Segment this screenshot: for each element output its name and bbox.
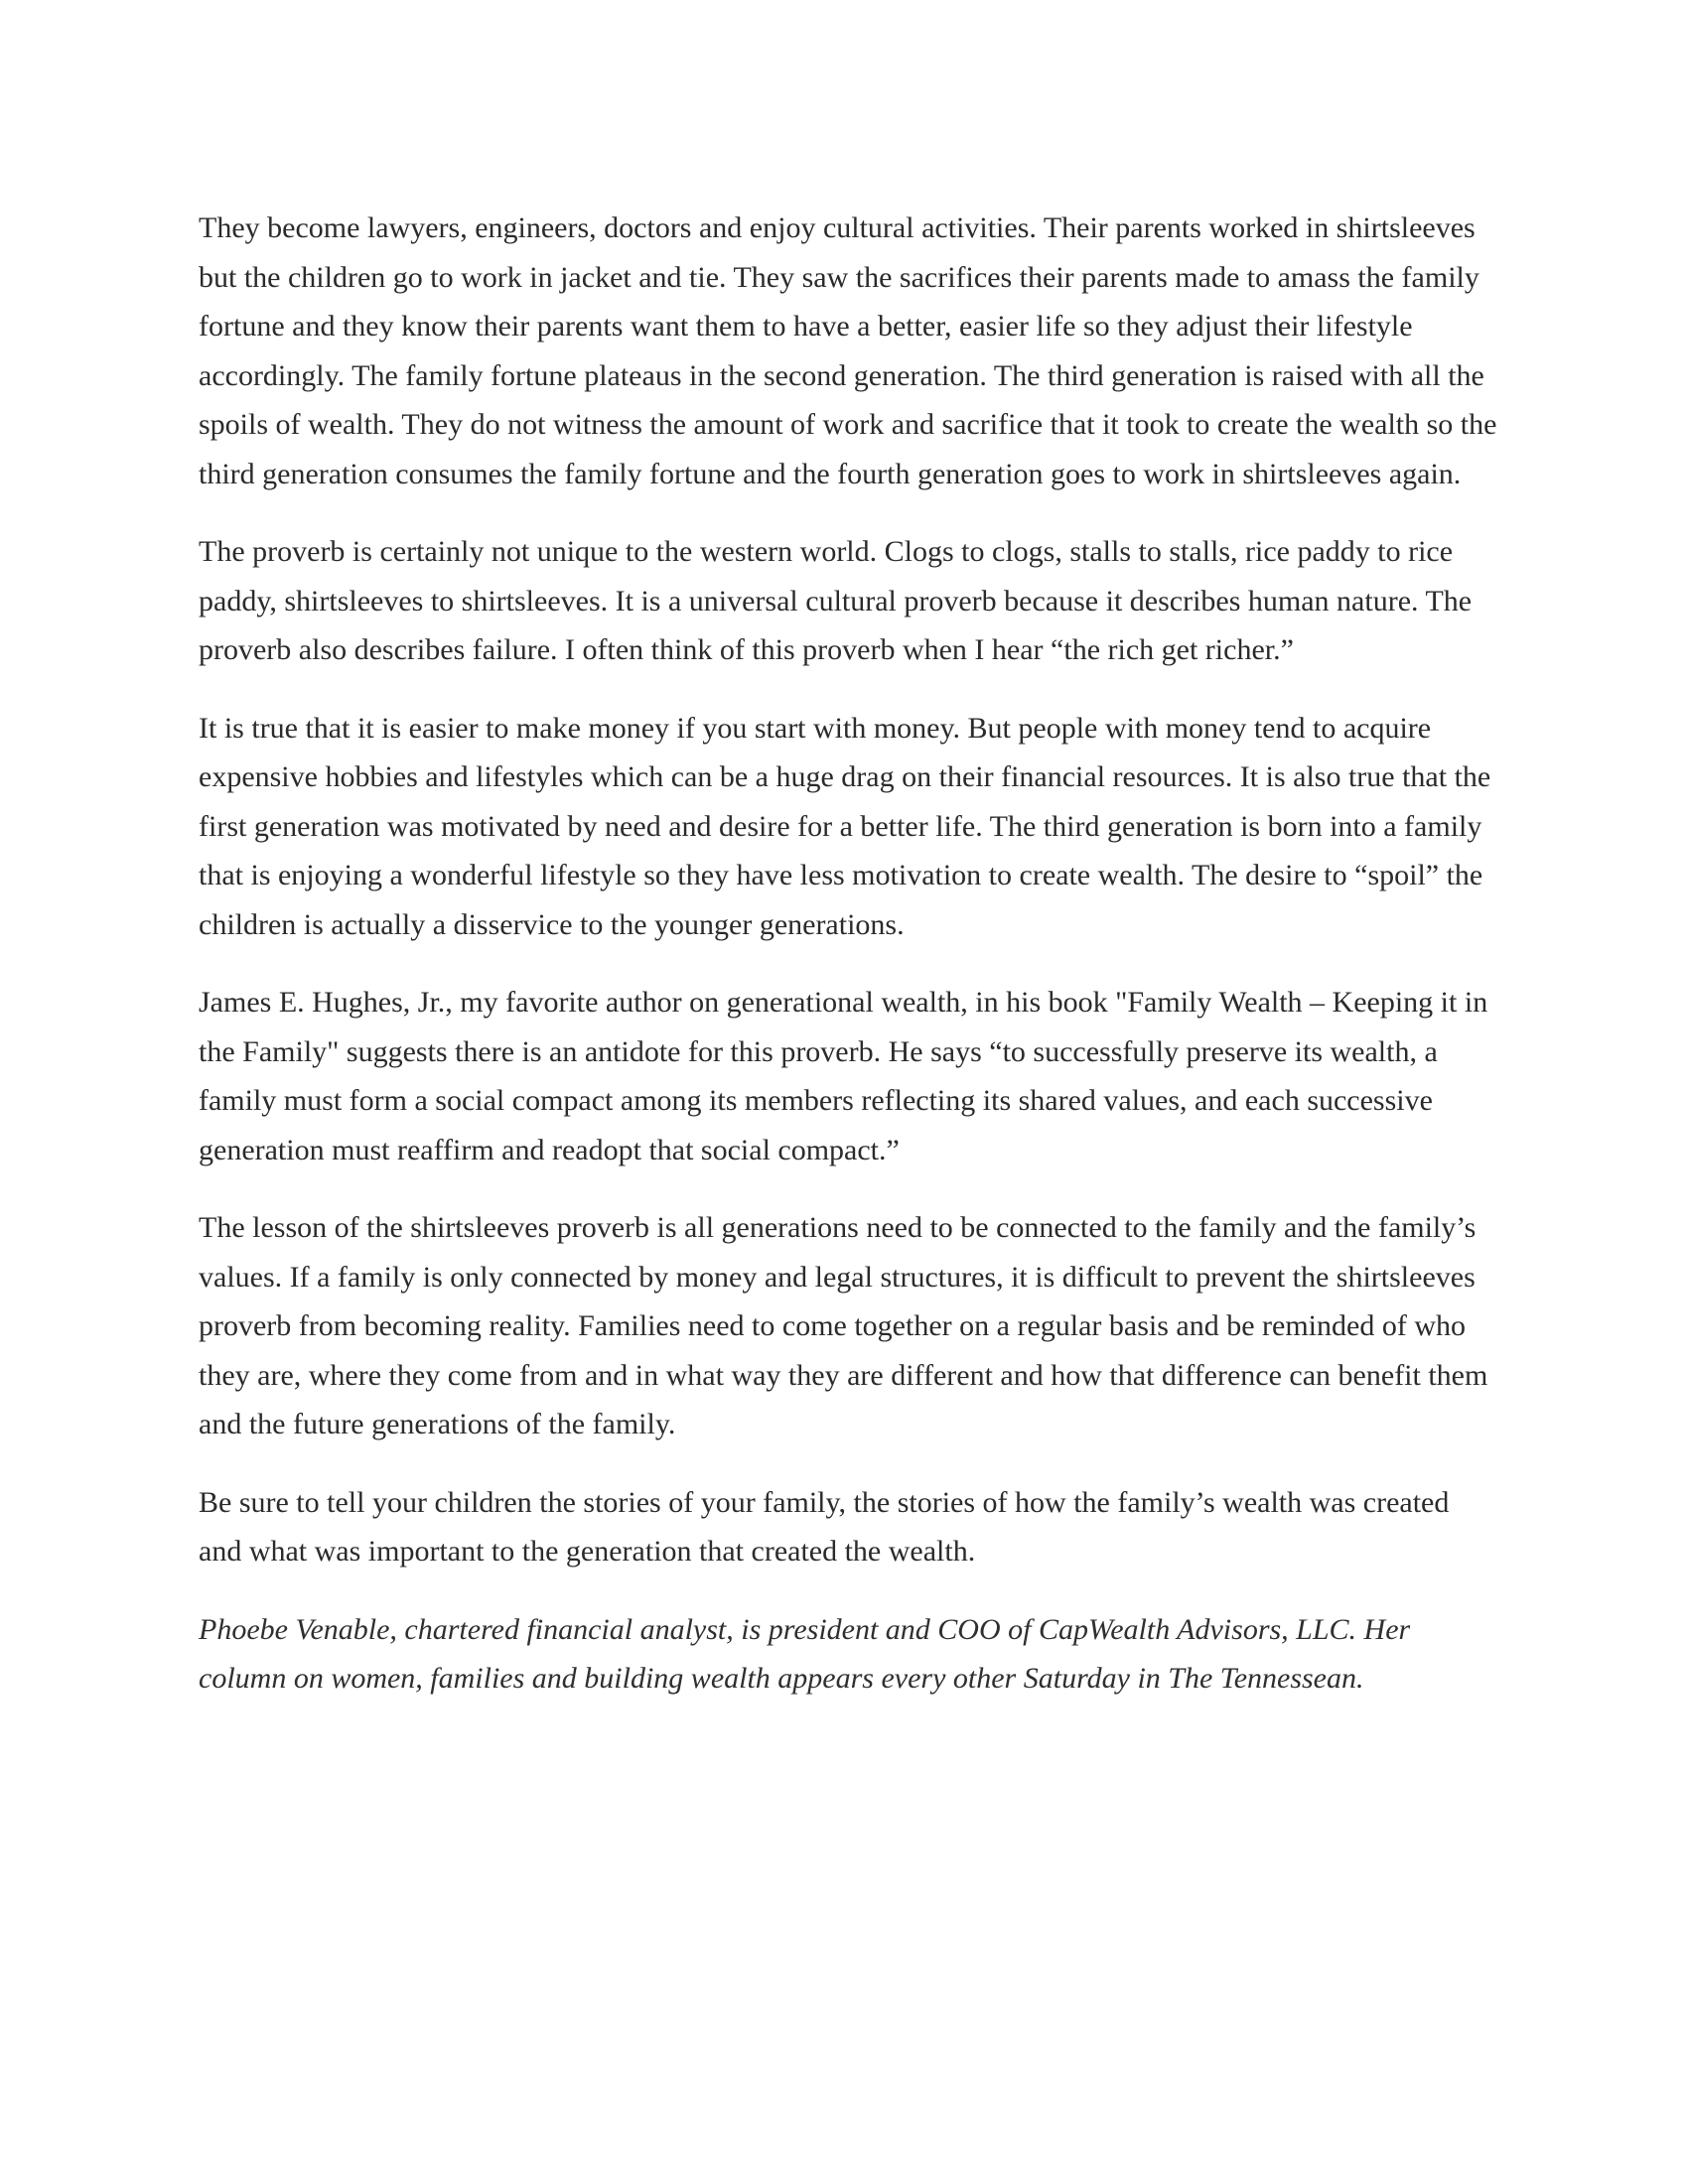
paragraph-proverb-universal: The proverb is certainly not unique to the western world. Clogs to clogs, stalls to stalls, rice paddy to rice paddy, shirtsleeves to shirtsleeves. It is a universal cultural proverb because it describes human nature. The proverb also describes failure. I often think of this proverb when I hear “the rich get richer.”: [199, 535, 1473, 666]
paragraph-james-hughes: James E. Hughes, Jr., my favorite author on generational wealth, in his book "Family Wealth – Keeping it in the Family" suggests there is an antidote for this proverb. He says “to successfully preserve its wealth, a family must form a social compact among its members reflecting its shared values, and each successive generation must reaffirm and readopt that social compact.”: [199, 986, 1488, 1166]
paragraph-lesson: The lesson of the shirtsleeves proverb is all generations need to be connected to the family and the family’s values. If a family is only connected by money and legal structures, it is difficult to prevent the shirtsleeves proverb from becoming reality. Families need to come together on a regular basis and be reminded of who they are, where they come from and in what way they are different and how that difference can benefit them and the future generations of the family.: [199, 1211, 1488, 1440]
article-body: [199, 204, 1499, 1704]
paragraph-tell-stories: Be sure to tell your children the stories of your family, the stories of how the family’s wealth was created and what was important to the generation that created the wealth.: [199, 1485, 1450, 1568]
paragraph-rich-get-richer: It is true that it is easier to make money if you start with money. But people with money tend to acquire expensive hobbies and lifestyles which can be a huge drag on their financial resources. It is also true that the first generation was motivated by need and desire for a better life. The third generation is born into a family that is enjoying a wonderful lifestyle so they have less motivation to create wealth. The desire to “spoil” the children is actually a disservice to the younger generations.: [199, 711, 1491, 941]
paragraph-generations: They become lawyers, engineers, doctors and enjoy cultural activities. Their parents worked in shirtsleeves but the children go to work in jacket and tie. They saw the sacrifices their parents made to amass the family fortune and they know their parents want them to have a better, easier life so they adjust their lifestyle accordingly. The family fortune plateaus in the second generation. The third generation is raised with all the spoils of wealth. They do not witness the amount of work and sacrifice that it took to create the wealth so the third generation consumes the family fortune and the fourth generation goes to work in shirtsleeves again.: [199, 211, 1497, 490]
author-byline: Phoebe Venable, chartered financial analyst, is president and COO of CapWealth Advisors, LLC. Her column on women, families and building wealth appears every other Saturday in The Tennessean.: [199, 1612, 1411, 1695]
